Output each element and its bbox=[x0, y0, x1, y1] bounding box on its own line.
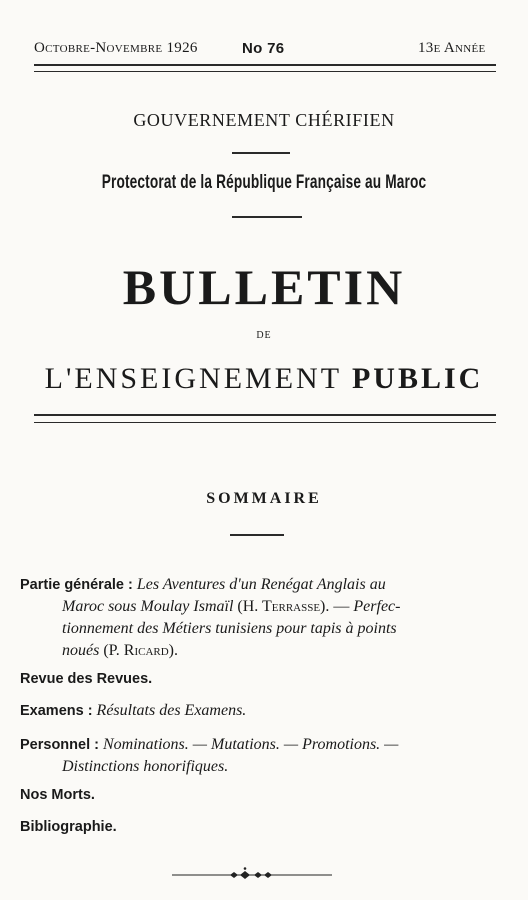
toc-label: Nos Morts. bbox=[20, 787, 95, 803]
toc-label: Partie générale : bbox=[20, 577, 133, 593]
toc-text: Les Aventures d'un Renégat Anglais au bbox=[136, 576, 386, 593]
issue-number: No 76 bbox=[242, 40, 285, 57]
toc-label: Bibliographie. bbox=[20, 819, 117, 835]
title-rule-thin bbox=[34, 422, 496, 423]
toc-item-nos-morts bbox=[20, 784, 510, 806]
sommaire-heading: SOMMAIRE bbox=[206, 490, 322, 507]
issue-date: Octobre-Novembre 1926 bbox=[34, 40, 198, 56]
header-rule-thin bbox=[34, 71, 496, 72]
toc-text: Distinctions honorifiques. bbox=[62, 758, 229, 775]
bulletin-title: BULLETIN bbox=[122, 259, 406, 315]
toc-item-examens bbox=[20, 700, 510, 722]
toc-label: Examens : bbox=[20, 703, 93, 719]
de-label: DE bbox=[256, 330, 272, 341]
toc-text: tionnement des Métiers tunisiens pour tapis à points bbox=[62, 620, 397, 637]
toc-item-revue bbox=[20, 668, 510, 690]
enseignement-title bbox=[0, 362, 528, 396]
publication-year: 13e Année bbox=[418, 40, 486, 56]
ornament-divider-icon bbox=[172, 866, 332, 882]
toc-text: Nominations. — Mutations. — Promotions. — bbox=[102, 736, 399, 753]
toc-text: noués bbox=[62, 642, 100, 659]
sommaire-underline bbox=[230, 534, 284, 536]
toc-label: Personnel : bbox=[20, 737, 99, 753]
public-word: PUBLIC bbox=[351, 362, 484, 395]
gov-underline bbox=[232, 152, 290, 154]
enseignement-word: L'ENSEIGNEMENT bbox=[44, 362, 342, 395]
title-rule-thick bbox=[34, 414, 496, 416]
protectorate-underline bbox=[232, 216, 302, 218]
toc-label: Revue des Revues. bbox=[20, 671, 153, 687]
toc-text: Perfec- bbox=[353, 598, 401, 615]
header-rule-thick bbox=[34, 64, 496, 66]
protectorate-line: Protectorat de la République Française au Maroc bbox=[101, 172, 427, 193]
toc-text: Résultats des Examens. bbox=[96, 702, 247, 719]
toc-item-personnel bbox=[20, 734, 510, 778]
toc-author: (H. Terrasse). — bbox=[237, 598, 350, 615]
government-title: GOUVERNEMENT CHÉRIFIEN bbox=[133, 110, 395, 130]
toc-text: Maroc sous Moulay Ismaïl bbox=[62, 598, 234, 615]
toc-author: (P. Ricard). bbox=[103, 642, 179, 659]
toc-item-bibliographie bbox=[20, 816, 510, 838]
toc-item-partie-generale bbox=[20, 574, 510, 662]
